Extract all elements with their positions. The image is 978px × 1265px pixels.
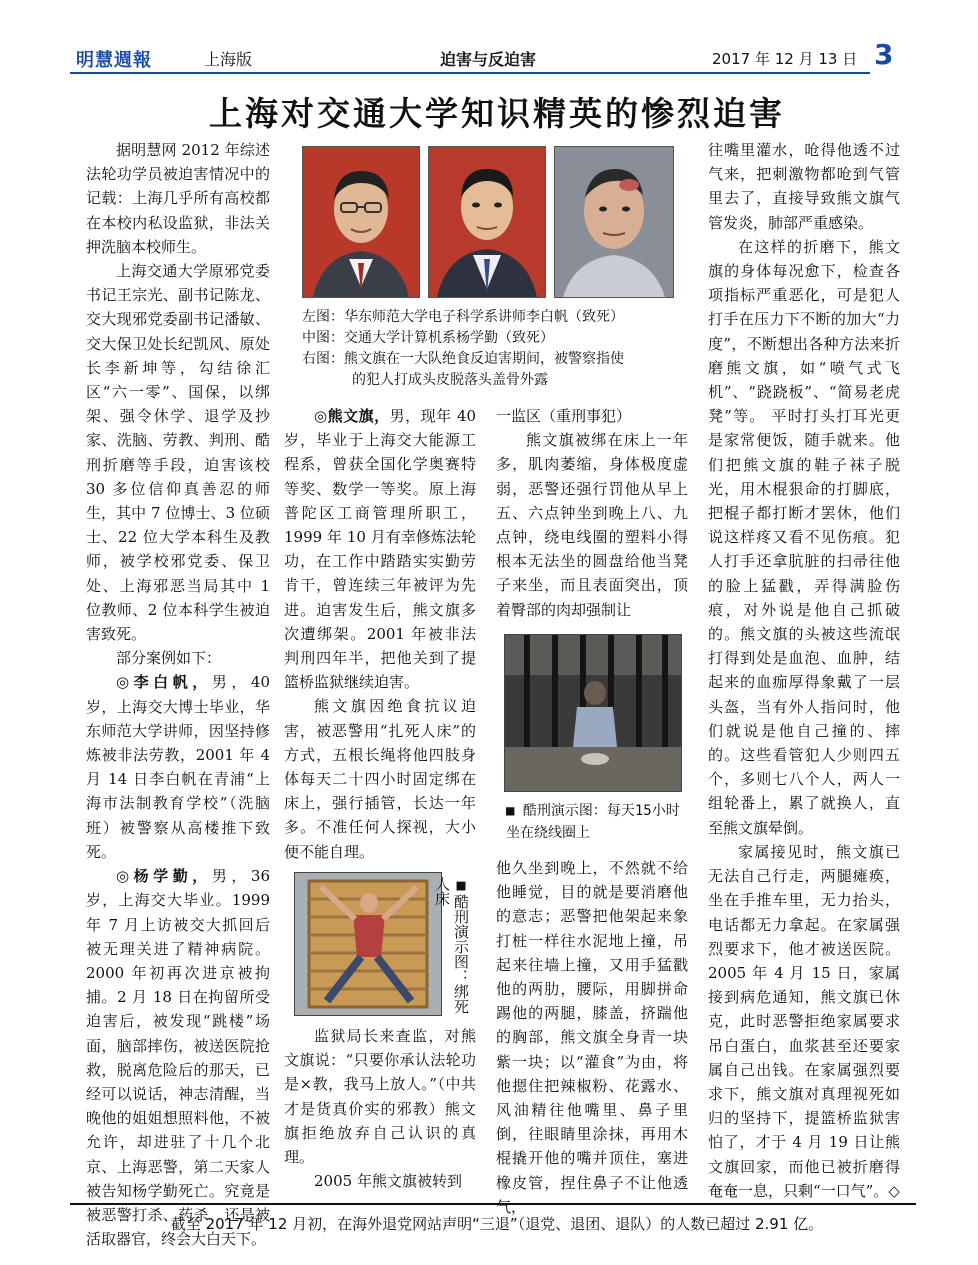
photo-left [302, 146, 420, 298]
paragraph: 上海交通大学原邪党委书记王宗光、副书记陈龙、交大现邪党委副书记潘敏、交大保卫处长纪凯风、原处长李新坤等，勾结徐汇区“六一零”、国保，以绑架、强令休学、退学及抄家、洗脑、劳教、判刑、酷刑折磨等手段，迫害该校 30 多位信仰真善忍的师生，其中 7 位博士、3 位硕士、22 位大学本科生及教师，被学校邪党委、保卫处、上海邪恶当局其中 1 位教师、2 位本科学生被迫害致死。 [86, 262, 270, 644]
case-text: 男，现年 40 岁，毕业于上海交大能源工程系，曾获全国化学奥赛特等奖、数学一等奖。原上海普陀区工商管理所职工，1999 年 10 月有幸修炼法轮功，在工作中踏踏实实勤劳肯干，曾连续三年被评为先进。迫害发生后，熊文旗多次遭绑架。2001 年被非法判刑四年半，把他关到了提篮桥监狱继续迫害。 [284, 407, 477, 692]
footer-notice: 截至 2017 年 12 月初，在海外退党网站声明“三退”（退党、退团、退队）的人数已超过 2.91 亿。 [170, 1215, 824, 1233]
column-4 [708, 138, 900, 1203]
headline: 上海对交通大学知识精英的惨烈迫害 [209, 94, 785, 133]
paragraph: 部分案例如下： [116, 649, 222, 668]
photo-caption [302, 307, 674, 391]
paragraph: 往嘴里灌水，呛得他透不过气来，把刺激物都呛到气管里去了，直接导致熊文旗气管发炎，肺部严重感染。 [708, 141, 900, 232]
prison-torture-image [504, 634, 682, 792]
column-2-bottom [284, 1024, 476, 1193]
column-1 [86, 138, 270, 1251]
footer-rule [70, 1203, 916, 1205]
page-header [62, 38, 932, 74]
photo-right [554, 146, 674, 298]
paragraph: 熊文旗因绝食抗议迫害，被恶警用“扎死人床”的方式，五根长绳将他四肢身体每天二十四小时固定绑在床上，强行插管，长达一年多。不准任何人探视，大小便不能自理。 [284, 697, 476, 861]
caption-line: 左图：华东师范大学电子科学系讲师李白帆（致死） [302, 309, 624, 325]
paragraph: 熊文旗被绑在床上一年多，肌肉萎缩，身体极度虚弱，恶警还强行罚他从早上五、六点钟坐到晚上八、九点钟，绕电线圈的塑料小得根本无法坐的圆盘给他当凳子来坐，而且表面突出，顶着臀部的肉却强制让 [496, 431, 688, 619]
issue-date: 2017 年 12 月 13 日 [712, 50, 858, 68]
header-rule [70, 72, 870, 74]
column-2-top [284, 404, 476, 864]
column-3-top [496, 404, 688, 622]
paragraph: 在这样的折磨下，熊文旗的身体每况愈下，检查各项指标严重恶化，可是犯人打手在压力下不断的加大“力度”，不断想出各种方法来折磨熊文旗，如“喷气式飞机”、“跷跷板”、“简易老虎凳”等。 平时打头打耳光更是家常便饭，随手就来。他们把熊文旗的鞋子袜子脱光，用木棍狠命的打脚底，把棍子都打断才罢休，他们说这样疼又看不见伤痕。犯人打手还拿肮脏的扫帚往他的脸上猛戳，弄得满脸伤痕，对外说是他自己抓破的。熊文旗的头被这些流氓打得到处是血泡、血肿，结起来的血痂厚得象戴了一层头盔，当有外人指问时，他们就说是他自己撞的、摔的。这些看管犯人少则四五个，多则七八个人，两人一组轮番上，累了就换人，直至熊文旗晕倒。 [708, 237, 900, 837]
case-xiong [284, 404, 476, 694]
bed-torture-image [294, 872, 442, 1016]
column-3-bottom [496, 856, 688, 1219]
portrait-photos [302, 146, 674, 296]
case-name: ◎李白帆， [116, 673, 212, 692]
case-text: 男，40 岁，上海交大博士毕业，华东师范大学讲师，因坚持修炼被非法劳教，2001 年 4 月 14 日李白帆在青浦“上海市法制教育学校”（洗脑班）被警察从高楼推下致死。 [86, 673, 270, 861]
paragraph: 监狱局长来查监，对熊文旗说：“只要你承认法轮功是×教，我马上放人。”（中共才是货真价实的邪教）熊文旗拒绝放弃自己认识的真理。 [284, 1027, 476, 1167]
paragraph: 家属接见时，熊文旗已无法自己行走，两腿瘫痪，坐在手推车里，无力抬头，电话都无力拿起。在家属强烈要求下，他才被送医院。2005 年 4 月 15 日，家属接到病危通知，熊文旗已休克，此时恶警拒绝家属要求吊白蛋白，血浆甚至还要家属自己出钱。在家属强烈要求下，熊文旗对真理视死如归的坚持下，提篮桥监狱害怕了，才于 4 月 19 日让熊文旗回家，而他已被折磨得奄奄一息，只剩“一口气”。◇ [708, 842, 900, 1200]
page-number: 3 [874, 38, 894, 71]
edition: 上海版 [204, 50, 253, 69]
paragraph: 他久坐到晚上，不然就不给他睡觉，目的就是要消磨他的意志；恶警把他架起来象打桩一样往水泥地上撞，吊起来往墙上撞，又用手猛戳他的两肋，腰际，用脚拼命踢他的两腿，膝盖，挤踹他的胸部，熊文旗全身青一块紫一块；以“灌食”为由，将他摁住把辣椒粉、花露水、风油精往他嘴里、鼻子里倒，往眼睛里涂抹，再用木棍撬开他的嘴并顶住，塞进橡皮管，捏住鼻子不让他透气， [496, 859, 688, 1216]
paragraph: 2005 年熊文旗被转到 [314, 1172, 462, 1191]
caption-line: 中图：交通大学计算机系杨学勤（致死） [302, 330, 554, 346]
case-li [86, 670, 270, 864]
caption-line: 右图：熊文旗在一大队绝食反迫害期间，被警察指使 [302, 351, 624, 367]
bed-caption: ■酷刑演示图：绑死人床 [433, 876, 470, 1014]
case-text: 男，36 岁，上海交大毕业。1999 年 7 月上访被交大抓回后被无理关进了精神病院。2000 年初再次进京被拘捕。2 月 18 日在拘留所受迫害后，被发现“跳楼”场面，脑部摔伤，被送医院抢救，脱离危险后的那天，已经可以说话，神志清醒，当晚他的姐姐想照料他，不被允许，却进驻了十几个北京、上海恶警，第二天家人被告知杨学勤死亡。究竟是被恶警打杀、药杀、还是被活取器官，终会大白天下。 [86, 867, 270, 1249]
case-name: ◎杨学勤， [116, 867, 212, 886]
paragraph: 据明慧网 2012 年综述法轮功学员被迫害情况中的记载：上海几乎所有高校都在本校内私设监狱，非法关押洗脑本校师生。 [86, 141, 270, 256]
photo-center [428, 146, 546, 298]
case-yang [86, 864, 270, 1251]
caption-line: 的犯人打成头皮脱落头盖骨外露 [352, 372, 548, 388]
section-title: 迫害与反迫害 [440, 50, 537, 69]
case-name: ◎熊文旗， [314, 407, 390, 425]
prison-caption: ■ 酷刑演示图：每天15小时坐在绕线圈上 [506, 803, 680, 841]
paragraph: 一监区（重刑事犯） [496, 407, 632, 425]
masthead: 明慧週報 [76, 50, 152, 71]
